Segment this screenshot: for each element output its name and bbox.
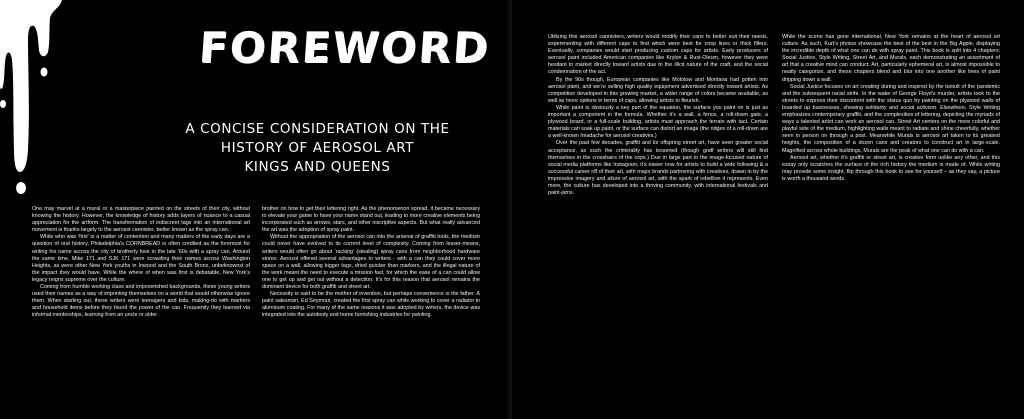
subtitle-line: KINGS AND QUEENS [244,159,391,175]
paragraph: Aerosol art, whether it’s graffiti or street art, is creative form unlike any other, and this essay only scratches the surface of the rich history the medium is made of. While writing may provide some insight, flip through this book to see for yourself – as they say, a picture is worth a thousand words. [782,154,1000,182]
paragraph: Necessity is said to be the mother of invention, but perhaps convenience is the father. A paint salesman, Ed Seymour, created the first spray can while working to cover a radiator in aluminum coating. For many of the same reasons it was adopted by writers, the device was integrated into the autobody and home furnishing industries for painting. [262,291,480,319]
text-column-2 [262,206,480,320]
text-column-4 [782,34,1000,183]
paragraph: Without the appropriation of the aerosol can into the arsenal of graffiti tools, the medium could never have evolved to its current level of complexity. Coming from lesser-means, writers would often go about ‘racking’ (stealing) spray cans from neighborhood hardware stores. Aerosol offered several advantages to writers - with a can they could cover more space on a wall, allowing bigger tags, dried quicker than markers, and the illegal nature of the work meant the need to execute a mission fast, for which the ease of a can could allow one to get up and get out without a detection. It’s for this reason that aerosol remains the dominant device for both graffiti and street art. [262,234,480,291]
paragraph: While who was ‘first’ is a matter of contention and many matters of the early days are a question of oral history, Philadelphia’s CORNBREAD is often credited as the foremost for writing his name across the city of brotherly love in the late ‘60s with a spray can. Around the same time, Mike 171 and SJK 171 were scrawling their names across Washington Heights, as were other New York youths in Inwood and the South Bronx, unbeknownst of the impact they would have. While the where of when was first is debatable, New York’s legacy reigns supreme over the culture. [32,234,250,283]
text-column-1 [32,206,250,320]
paragraph: One may marvel at a mural or a masterpiece painted on the streets of their city, without knowing the history. However, the knowledge of history adds layers of nuance to a casual appreciation for the artform. The transformation of indiscreet tags into an international art movement is thanks largely to the aerosol cannister, better known as the spray can. [32,206,250,234]
paragraph: While the scene has gone international, New York remains at the heart of aerosol art culture. As such, Kurt’s photos showcase the best of the best in the Big Apple, displaying the incredible depth of what one can do with spray paint. This book is split into 4 chapters; Social Justice, Style Writing, Street Art, and Murals, each demonstrating an assortment of art that a creative mind can conduct. Art, particularly ephemeral art, is almost impossible to neatly categorize, and these chapters blend and blur into one another like lines of paint dripping down a wall. [782,34,1000,83]
paragraph: Coming from humble working class and impoverished backgrounds, these young writers used their names as a way of imprinting themselves on a world that would otherwise ignore them. When starting out, these writers were teenagers and kids, making-do with markers and household items before they found the power of the can. Frequently they learned via informal mentorships, learning from an uncle or older [32,284,250,319]
page-title: FOREWORD [198,24,493,73]
text-column-3 [548,34,768,197]
paragraph: brother on how to get their lettering right. As the phenomenon spread, it became necessary to elevate your game to have your name stand out, leading to more creative elements being incorporated such as arrows, stars, and other inscriptive aspects. But what really advanced the art was the adoption of spray paint. [262,206,480,234]
paint-drip-graphic [0,0,80,200]
paragraph: By the 90s though, European companies like Molotow and Montana had gotten into aerosol paint, and we’re selling high quality equipment advertised directly toward artists. As competition developed in this growing market, a wider range of colors became available, as well as more options in terms of caps, allowing artists to flourish. [548,76,768,104]
paragraph: While paint is obviously a key part of the equation, the surface you paint on is just as important a component in the formula. Whether it’s a wall, a fence, a roll-down gate, a plywood board, or a full-scale building, artists must approach the terrain with tact. Certain materials can soak up paint, or the surface can distort an image (the ridges of a roll-down are a well-known headache for aerosol creatives.) [548,104,768,140]
paragraph: Utilizing this aerosol cannisters, writers would modify their cans to better suit their needs, experimenting with different caps to find which were best for crisp lines or thick fillers. Eventually, companies would start producing custom caps for artists. Early producers of aerosol paint included American companies like Krylon & Rust-Oleum, however they were hesitant to market directly toward artists due to the illicit nature of the craft, and the social condemnation of the act. [548,34,768,76]
paragraph: Social Justice focuses on art creating during and inspired by the tumult of the pandemic and the subsequent racial strife. In the wake of George Floyd’s murder, artists took to the streets to express their discontent with the status quo by painting on the plywood walls of boarded up businesses, showing solidarity and social activism. Elsewhere, Style Writing emphasizes contemporary graffiti, and the complexities of lettering, depicting the myriads of ways a talented artist can work an aerosol can. Street Art centers on the more colorful and playful side of the medium, highlighting walls meant to radiate and shine cheerfully, whether seen in person on through a post. Meanwhile Murals is aerosol art taken to its greatest heights, the composition of a dozen cans and creators to construct art in large-scale. Magnified across whole buildings, Murals are the peak of what one can do with a can. [782,83,1000,154]
paragraph: Over the past few decades, graffiti and its offspring street art, have seen greater social acceptance, as such the criminality has lessened (though graff writers will still find themselves in the crosshairs of the cops.) Due in large part to the image-focused nature of social media platforms like Instagram, it’s easier now for artists to build a wide following & a successful career off of their art, with major brands partnering with creatives, drawn in by the impressive imagery and allure of aerosol art, with the spark of rebellion it represents. Even more, the culture has developed into a thriving community, with international festivals and paint-jams. [548,140,768,197]
subtitle-line: HISTORY OF AEROSOL ART [220,140,415,156]
subtitle-line: A CONCISE CONSIDERATION ON THE [185,121,450,137]
subtitle [150,120,485,177]
